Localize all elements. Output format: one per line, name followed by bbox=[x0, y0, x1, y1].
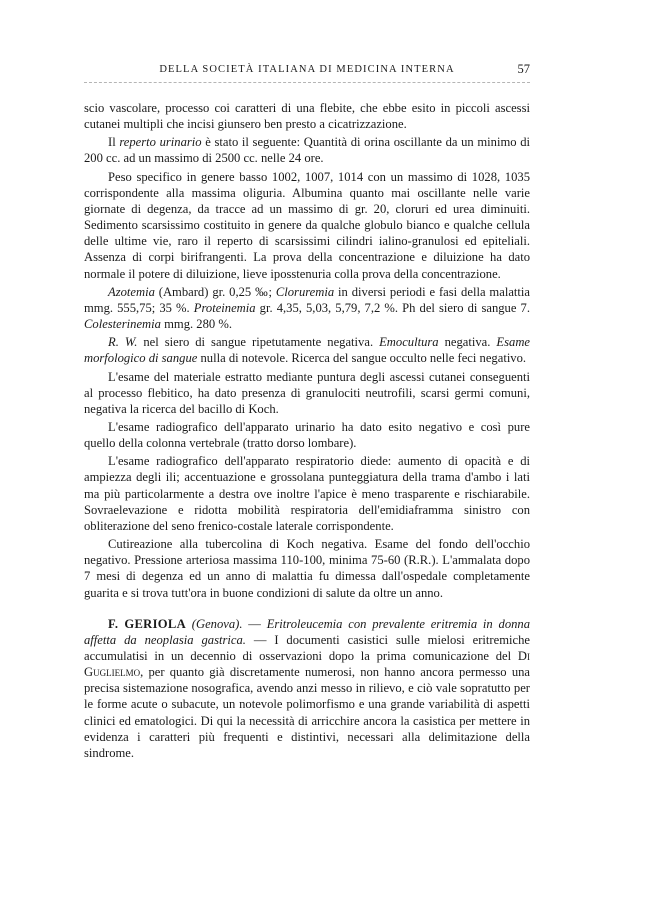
term-rw: R. W. bbox=[108, 335, 138, 350]
term-esame-morfologico: Esame morfologico di sangue bbox=[84, 335, 530, 366]
author-city: (Genova). bbox=[191, 616, 243, 631]
paragraph-abscess-exam: L'esame del materiale estratto mediante puntura degli ascessi cutanei conseguenti al processo flebitico, ha dato presenza di granulociti neutrofili, scarsi germi comuni, negativa la ricerca del bacillo di Koch. bbox=[84, 369, 530, 416]
paragraph-urinary-xray: L'esame radiografico dell'apparato urinario ha dato esito negativo e così pure quello della colonna vertebrale (tratto dorso lombare). bbox=[84, 419, 530, 451]
term-azotemia: Azotemia bbox=[108, 284, 155, 299]
paragraph-blood-chemistry: Azotemia (Ambard) gr. 0,25 ‰; Cloruremia in diversi periodi e fasi della malattia mmg. 555,75; 35 %. Proteinemia gr. 4,35, 5,03, 5,79, 7,2 %. Ph del siero di sangue 7. Colesterinemia mmg. 280 %. bbox=[84, 284, 530, 332]
page-number: 57 bbox=[517, 62, 530, 76]
header-rule bbox=[84, 82, 530, 83]
term-proteinemia: Proteinemia bbox=[193, 300, 256, 315]
paragraph-chest-xray: L'esame radiografico dell'apparato respiratorio diede: aumento di opacità e di ampiezza degli ili; accentuazione e grossolana punteggiatura della trama d'ambo i lati ma più particolarmente a destra ove inoltre l'apice è meno trasparente e rischiarabile. Sovraelevazione e ridotta mobilità respiratoria dell'emidiaframma sinistro con obliterazione del seno frenico-costale laterale corrispondente. bbox=[84, 454, 530, 533]
paragraph-urine-report: Il reperto urinario è stato il seguente: Quantità di orina oscillante da un minimo di 200 cc. ad un massimo di 2500 cc. nelle 24 ore. bbox=[84, 135, 530, 166]
paragraph-specific-gravity: Peso specifico in genere basso 1002, 1007, 1014 con un massimo di 1028, 1035 corrispondente alla massima oliguria. Albumina quanto mai oscillante nelle varie giornate di degenza, da tracce ad un massimo di gr. 20, cloruri ed urea diminuiti. Sedimento scarsissimo costituito in genere da qualche globulo bianco e qualche cellula delle ultime vie, raro il reperto di scarsissimi cilindri ialino-granulosi ed epiteliali. Assenza di corpi birifrangenti. La prova della concentrazione e diluizione ha dato normale il potere di diluizione, lieve iposstenuria colla prova della concentrazione. bbox=[84, 169, 530, 281]
term-emocultura: Emocultura bbox=[379, 335, 439, 350]
paragraph-geriola-abstract: F. GERIOLA (Genova). — Eritroleucemia con prevalente eritremia in donna affetta da neoplasia gastrica. — I documenti casistici sulle mielosi eritremiche accumulatisi in un decennio di osservazioni dopo la prima comunicazione del Di Guglielmo, per quanto già discretamente numerosi, non hanno ancora permesso una precisa sistemazione nosografica, avendo anzi messo in rilievo, e ciò vale sopratutto per le forme acute o subacute, un notevole polimorfismo e una grande variabilità di aspetti clinici ed ematologici. Di qui la necessità di arricchire ancora la casistica per mettere in evidenza i caratteri più frequenti e distintivi, necessari alla delimitazione della sindrome. bbox=[84, 616, 531, 760]
running-title: DELLA SOCIETÀ ITALIANA DI MEDICINA INTERNA bbox=[159, 64, 455, 75]
term-colesterinemia: Colesterinemia bbox=[84, 317, 161, 332]
abstract-title: Eritroleucemia con prevalente eritremia in donna affetta da neoplasia gastrica. bbox=[84, 616, 531, 647]
paragraph-serology: R. W. nel siero di sangue ripetutamente negativa. Emocultura negativa. Esame morfologico di sangue nulla di notevole. Ricerca del sangue occulto nelle feci negativo. bbox=[84, 335, 530, 366]
paragraph-case-history: scio vascolare, processo coi caratteri di una flebite, che ebbe esito in piccoli ascessi cutanei multipli che incisi giunsero ben presto a cicatrizzazione. bbox=[84, 101, 530, 132]
term-reperto-urinario: reperto urinario bbox=[119, 135, 202, 150]
running-head bbox=[84, 62, 530, 78]
author-name: F. GERIOLA bbox=[108, 616, 186, 631]
paragraph-outcome: Cutireazione alla tubercolina di Koch negativa. Esame del fondo dell'occhio negativo. Pressione arteriosa massima 110-100, minima 75-60 (R.R.). L'ammalata dopo 7 mesi di degenza ed un anno di malattia fu dimessa dall'ospedale completamente guarita e si trova tutt'ora in buone condizioni di salute da oltre un anno. bbox=[84, 537, 530, 600]
term-cloruremia: Cloruremia bbox=[275, 284, 335, 299]
cited-author: Di Guglielmo bbox=[84, 649, 530, 680]
article-body bbox=[84, 100, 530, 761]
